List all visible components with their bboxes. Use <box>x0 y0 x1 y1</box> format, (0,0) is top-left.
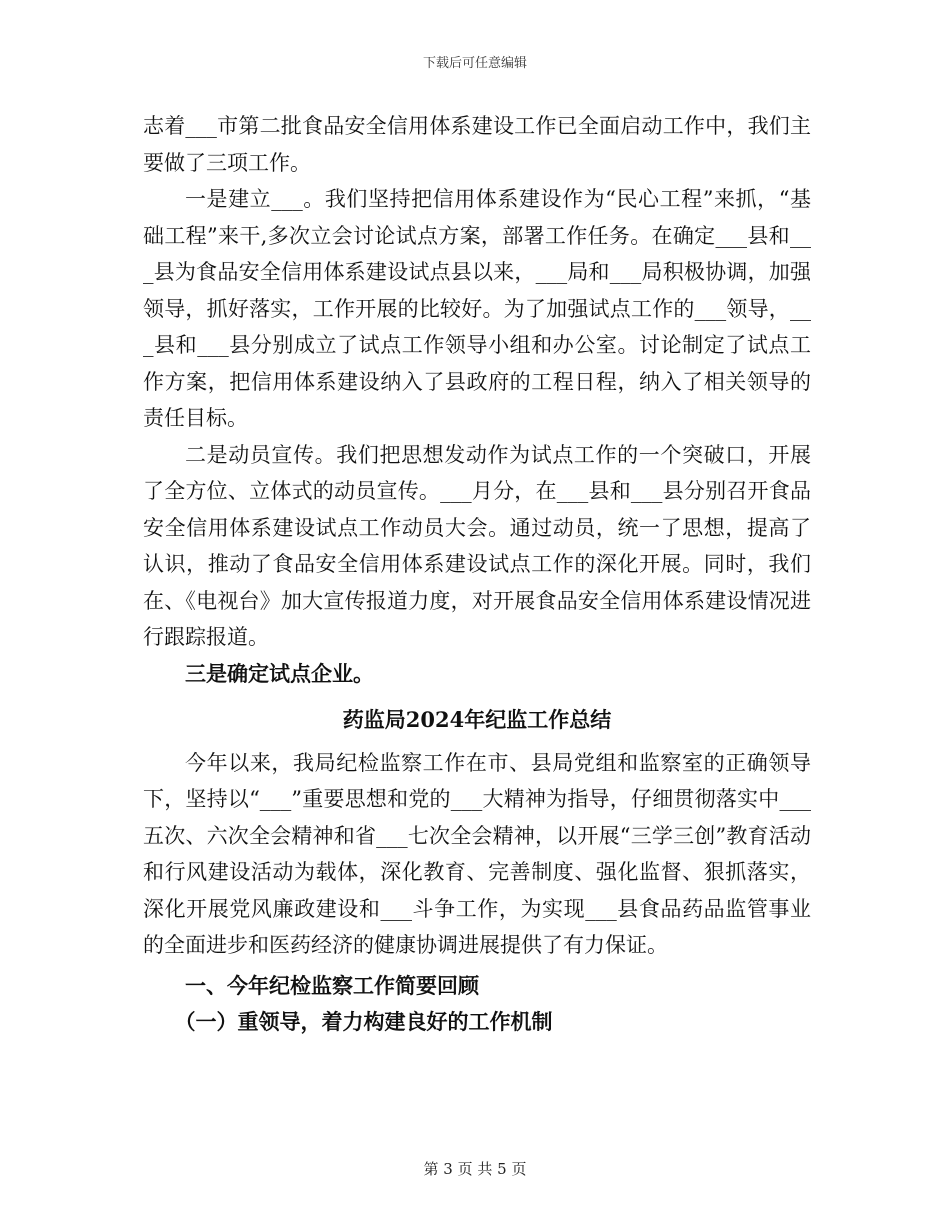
section-heading: 一、今年纪检监察工作简要回顾 <box>185 972 479 998</box>
paragraph-item-three: 三是确定试点企业。 <box>185 660 374 686</box>
sub-heading: （一）重领导，着力构建良好的工作机制 <box>174 1009 553 1034</box>
intro-paragraph: 今年以来，我局纪检监察工作在市、县局党组和监察室的正确领导下，坚持以“___”重要思想和党的___大精神为指导，仔细贯彻落实中___五次、六次全会精神和省___七次全会精神，以开展“三学三创”教育活动和行风建设活动为载体，深化教育、完善制度、强化监督、狠抓落实，深化开展党风廉政建设和___斗争工作，为实现___县食品药品监管事业的全面进步和医药经济的健康协调进展提供了有力保证。 <box>143 750 811 957</box>
document-body <box>143 108 811 1041</box>
document-title: 药监局2024年纪监工作总结 <box>342 707 612 732</box>
page-header: 下载后可任意编辑 <box>422 56 527 71</box>
paragraph-continuation: 志着___市第二批食品安全信用体系建设工作已全面启动工作中，我们主要做了三项工作。 <box>143 114 811 175</box>
paragraph-item-one: 一是建立___。我们坚持把信用体系建设作为“民心工程”来抓，“基础工程”来干,多次立会讨论试点方案，部署工作任务。在确定___县和___县为食品安全信用体系建设试点县以来，___局和___局积极协调，加强领导，抓好落实，工作开展的比较好。为了加强试点工作的___领导，___县和___县分别成立了试点工作领导小组和办公室。讨论制定了试点工作方案，把信用体系建设纳入了县政府的工程日程，纳入了相关领导的责任目标。 <box>143 187 811 430</box>
paragraph-item-two: 二是动员宣传。我们把思想发动作为试点工作的一个突破口，开展了全方位、立体式的动员宣传。___月分，在___县和___县分别召开食品安全信用体系建设试点工作动员大会。通过动员，统一了思想，提高了认识，推动了食品安全信用体系建设试点工作的深化开展。同时，我们在、《电视台》加大宣传报道力度，对开展食品安全信用体系建设情况进行跟踪报道。 <box>143 442 811 649</box>
page-number: 第 3 页 共 5 页 <box>423 1160 527 1178</box>
